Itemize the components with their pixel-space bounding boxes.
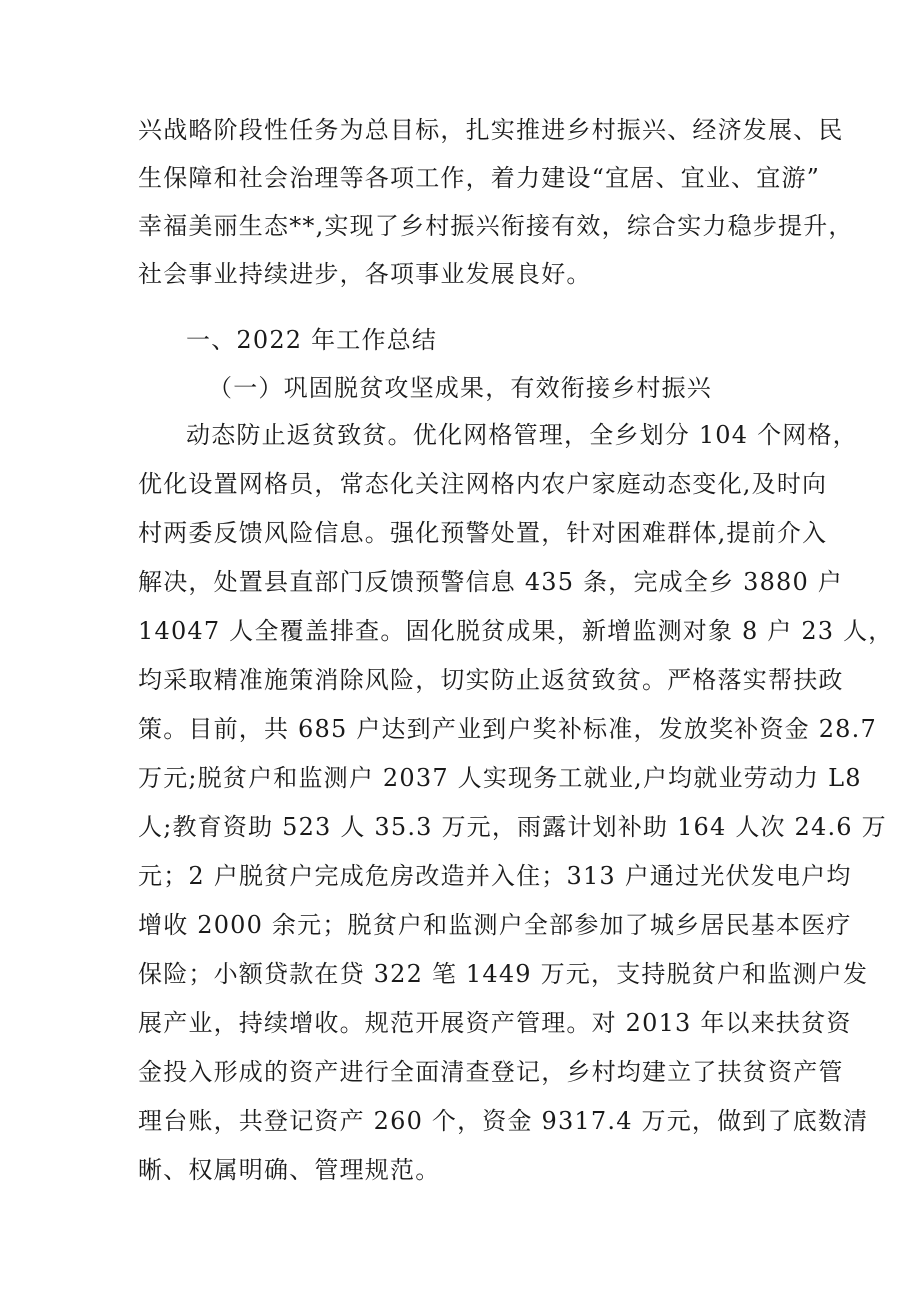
body-line-2: 优化设置网格员，常态化关注网格内农户家庭动态变化,及时向 bbox=[138, 470, 828, 498]
body-line-9: 人;教育资助 523 人 35.3 万元，雨露计划补助 164 人次 24.6 万 bbox=[138, 813, 887, 841]
body-line-10: 元；2 户脱贫户完成危房改造并入住；313 户通过光伏发电户均 bbox=[138, 862, 852, 890]
body-line-12: 保险；小额贷款在贷 322 笔 1449 万元，支持脱贫户和监测户发 bbox=[138, 960, 869, 988]
intro-line-3: 幸福美丽生态**,实现了乡村振兴衔接有效，综合实力稳步提升， bbox=[138, 212, 854, 240]
body-line-14: 金投入形成的资产进行全面清查登记，乡村均建立了扶贫资产管 bbox=[138, 1058, 844, 1086]
body-line-5: 14047 人全覆盖排查。固化脱贫成果，新增监测对象 8 户 23 人， bbox=[138, 617, 894, 645]
body-line-1: 动态防止返贫致贫。优化网格管理，全乡划分 104 个网格， bbox=[186, 421, 858, 449]
intro-line-1: 兴战略阶段性任务为总目标，扎实推进乡村振兴、经济发展、民 bbox=[138, 116, 844, 144]
body-line-15: 理台账，共登记资产 260 个，资金 9317.4 万元，做到了底数清 bbox=[138, 1107, 869, 1135]
body-line-16: 晰、权属明确、管理规范。 bbox=[138, 1156, 441, 1184]
body-line-4: 解决，处置县直部门反馈预警信息 435 条，完成全乡 3880 户 bbox=[138, 568, 844, 596]
body-line-8: 万元;脱贫户和监测户 2037 人实现务工就业,户均就业劳动力 L8 bbox=[138, 764, 862, 792]
body-line-3: 村两委反馈风险信息。强化预警处置，针对困难群体,提前介入 bbox=[138, 519, 828, 547]
subsection-heading: （一）巩固脱贫攻坚成果，有效衔接乡村振兴 bbox=[208, 374, 712, 402]
body-line-7: 策。目前，共 685 户达到产业到户奖补标准，发放奖补资金 28.7 bbox=[138, 715, 877, 743]
intro-line-4: 社会事业持续进步，各项事业发展良好。 bbox=[138, 260, 592, 288]
intro-line-2: 生保障和社会治理等各项工作，着力建设“宜居、宜业、宜游” bbox=[138, 164, 821, 192]
body-line-13: 展产业，持续增收。规范开展资产管理。对 2013 年以来扶贫资 bbox=[138, 1009, 852, 1037]
section-heading: 一、2022 年工作总结 bbox=[186, 326, 438, 354]
body-line-6: 均采取精准施策消除风险，切实防止返贫致贫。严格落实帮扶政 bbox=[138, 666, 844, 694]
body-line-11: 增收 2000 余元；脱贫户和监测户全部参加了城乡居民基本医疗 bbox=[138, 911, 852, 939]
